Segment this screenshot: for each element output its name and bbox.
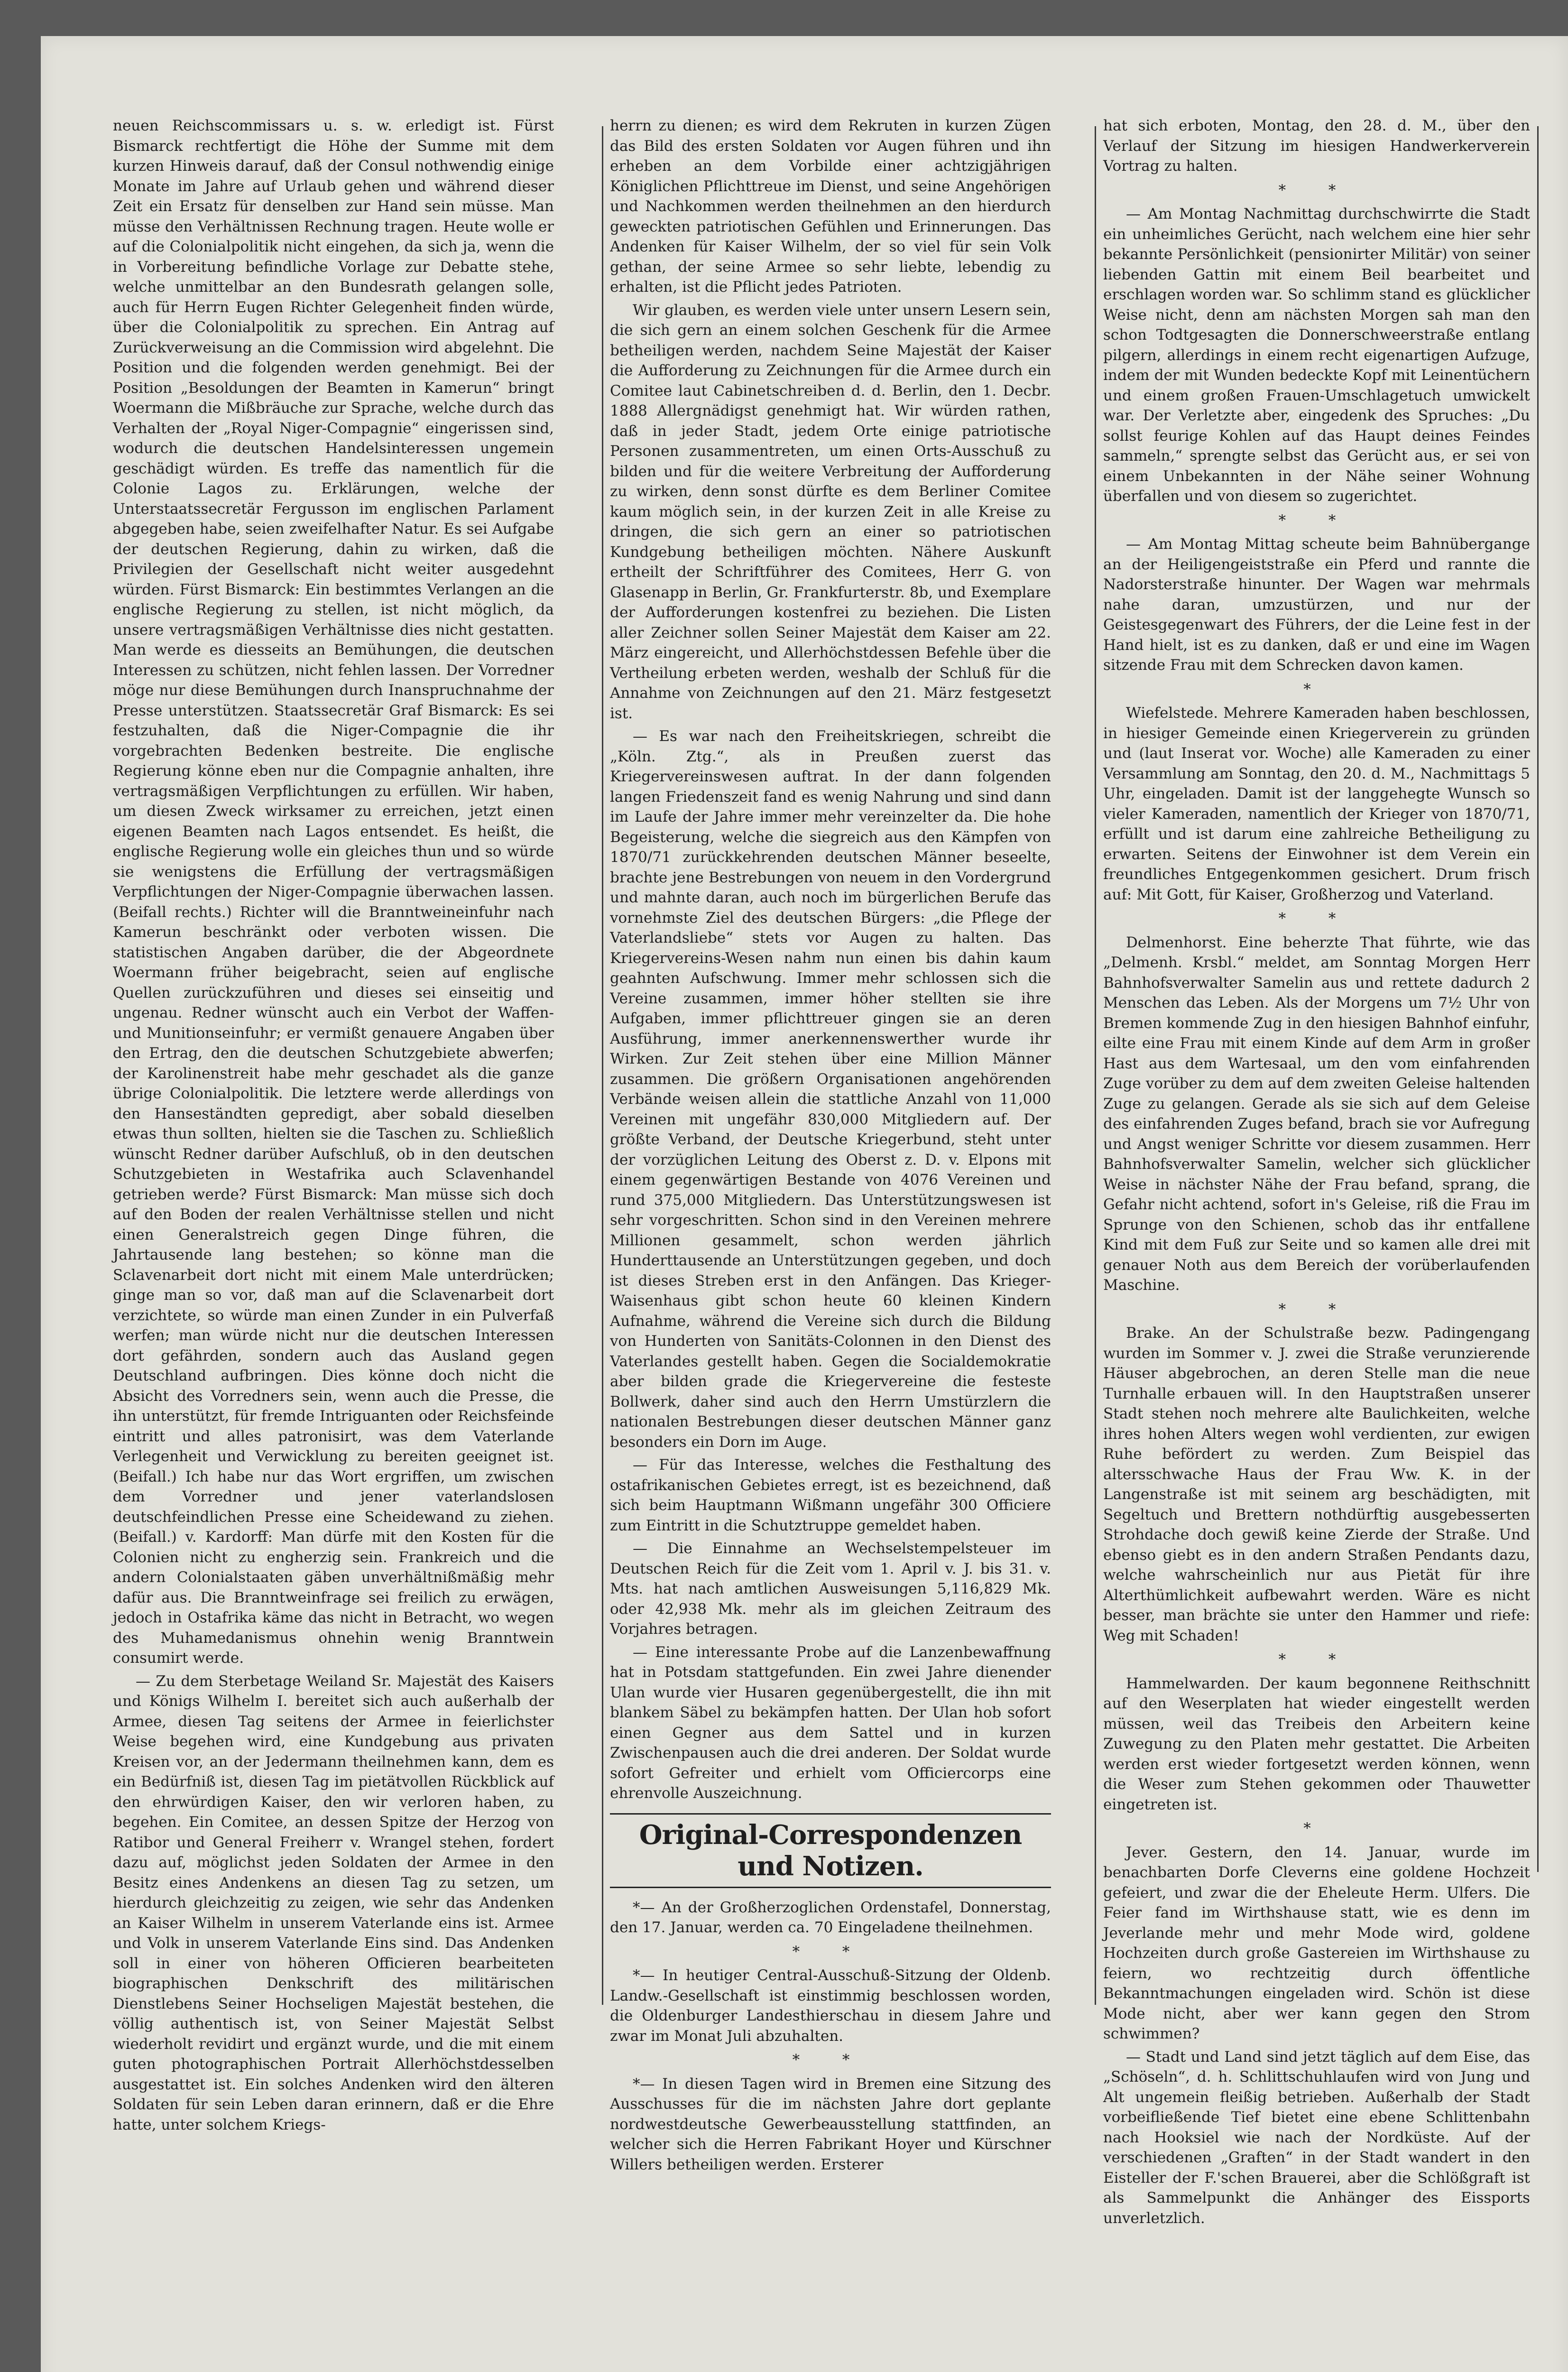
article-paragraph: herrn zu dienen; es wird dem Rekruten in kurzen Zügen das Bild des ersten Soldaten vor Augen führen und ihn erheben an dem Vorbilde einer achtzigjährigen Königlichen Pflichttreue im Dienst, und seine Angehörigen und Nachkommen werden theilnehmen an den hierdurch geweckten patriotischen Gefühlen und Erinnerungen. Das Andenken für Kaiser Wilhelm, der so viel für sein Volk gethan, der seine Armee so sehr liebte, lebendig zu erhalten, ist die Pflicht jedes Patrioten. [610,117,1051,296]
column-rule [1537,126,1539,1872]
article-paragraph: neuen Reichscommissars u. s. w. erledigt ist. Fürst Bismarck rechtfertigt die Höhe der Summe mit dem kurzen Hinweis darauf, daß der Consul nothwendig einige Monate im Jahre auf Urlaub gehen und während dieser Zeit ein Ersatz für denselben zur Hand sein müsse. Man müsse den Verhältnissen Rechnung tragen. Heute wolle er auf die Colonialpolitik nicht eingehen, da sich ja, wenn die in Vorbereitung befindliche Vorlage zur Debatte stehe, welche unmittelbar an den Bundesrath gelangen solle, auch für Herrn Eugen Richter Gelegenheit finden würde, über die Colonialpolitik zu sprechen. Ein Antrag auf Zurückverweisung an die Commission wird abgelehnt. Die Position und die folgenden werden genehmigt. Bei der Position „Besoldungen der Beamten in Kamerun“ bringt Woermann die Mißbräuche zur Sprache, welche durch das Verhalten der „Royal Niger-Compagnie“ eingerissen sind, wodurch die deutschen Handelsinteressen ungemein geschädigt würden. Es treffe das namentlich für die Colonie Lagos zu. Erklärungen, welche der Unterstaatssecretär Fergusson im englischen Parlament abgegeben habe, seien zweifelhafter Natur. Es sei Aufgabe der deutschen Regierung, dahin zu wirken, daß die Privilegien der Gesellschaft nicht weiter ausgedehnt würden. Fürst Bismarck: Ein bestimmtes Verlangen an die englische Regierung zu stellen, ist nicht möglich, da unsere vertragsmäßigen Verhältnisse dies nicht gestatten. Man werde es diesseits an Bemühungen, die deutschen Interessen zu schützen, nicht fehlen lassen. Der Vorredner möge nur diese Bemühungen durch Inanspruchnahme der Presse unterstützen. Staatssecretär Graf Bismarck: Es sei festzuhalten, daß die Niger-Compagnie die ihr vorgebrachten Bedenken bestreite. Die englische Regierung könne eben nur die Compagnie anhalten, ihre vertragsmäßigen Verpflichtungen zu erfüllen. Wir haben, um diesen Zweck wirksamer zu erreichen, jetzt einen eigenen Beamten nach Lagos entsendet. Es heißt, die englische Regierung wolle ein gleiches thun und so würde sie wenigstens die Erfüllung der vertragsmäßigen Verpflichtungen der Niger-Compagnie überwachen lassen. (Beifall rechts.) Richter will die Branntweineinfuhr nach Kamerun beschränkt oder verboten wissen. Die statistischen Angaben darüber, die der Abgeordnete Woermann früher beigebracht, seien auf englische Quellen zurückzuführen und dieses sei einseitig und ungenau. Redner wünscht auch ein Verbot der Waffen- und Munitionseinfuhr; er vermißt genauere Angaben über den Ertrag, den die deutschen Schutzgebiete abwerfen; der Karolinenstreit habe mehr geschadet als die ganze übrige Colonialpolitik. Die letztere werde allerdings von den Hanseständten gepredigt, aber sobald dieselben etwas thun sollten, hielten sie die Taschen zu. Schließlich wünscht Redner darüber Aufschluß, ob in den deutschen Schutzgebieten in Westafrika auch Sclavenhandel getrieben werde? Fürst Bismarck: Man müsse sich doch auf den Boden der realen Verhältnisse stellen und nicht einen Generalstreich gegen Dinge führen, die Jahrtausende lang bestehen; so könne man die Sclavenarbeit dort nicht mit einem Male unterdrücken; ginge man so vor, daß man auf die Sclavenarbeit dort verzichtete, so würde man einen Zunder in ein Pulverfaß werfen; man würde nicht nur die deutschen Interessen dort gefährden, sondern auch das Ausland gegen Deutschland aufbringen. Dies könne doch nicht die Absicht des Vorredners sein, wenn auch die Presse, die ihn unterstützt, für fremde Intriguanten oder Reichsfeinde eintritt und alles patronisirt, was dem Vaterlande Verlegenheit und Verwicklung zu bereiten geeignet ist. (Beifall.) Ich habe nur das Wort ergriffen, um zwischen dem Vorredner und jener vaterlandslosen deutschfeindlichen Presse eine Scheidewand zu ziehen. (Beifall.) v. Kardorff: Man dürfe mit den Kosten für die Colonien nicht zu engherzig sein. Frankreich und die andern Colonialstaaten gäben unverhältnißmäßig mehr dafür aus. Die Branntweinfrage sei freilich zu erwägen, jedoch in Ostafrika käme das nicht in Betracht, wo wegen des Muhamedanismus ohnehin wenig Branntwein consumirt werde. [113,117,554,1667]
notice-paragraph: *— An der Großherzoglichen Ordenstafel, Donnerstag, den 17. Januar, werden ca. 70 Eingeladene theilnehmen. [610,1899,1051,1936]
article-paragraph: — Die Einnahme an Wechselstempelsteuer im Deutschen Reich für die Zeit vom 1. April v. J. bis 31. v. Mts. hat nach amtlichen Ausweisungen 5,116,829 Mk. oder 42,938 Mk. mehr als im gleichen Zeitraum des Vorjahres betragen. [610,1540,1051,1638]
notice-paragraph: Jever. Gestern, den 14. Januar, wurde im benachbarten Dorfe Cleverns eine goldene Hochzeit gefeiert, und zwar die der Eheleute Herm. Ulfers. Die Feier fand im Wirthshause statt, wie es denn im Jeverlande mehr und mehr Mode wird, goldene Hochzeiten durch große Gastereien im Wirthshause zu feiern, wo rechtzeitig durch öffentliche Bekanntmachungen eingeladen wird. Schön ist diese Mode nicht, aber wer kann gegen den Strom schwimmen? [1103,1844,1530,2042]
notice-paragraph: Delmenhorst. Eine beherzte That führte, wie das „Delmenh. Krsbl.“ meldet, am Sonntag Morgen Herr Bahnhofsverwalter Samelin aus und rettete dadurch 2 Menschen das Leben. Als der Morgens um 7½ Uhr von Bremen kommende Zug in den hiesigen Bahnhof einfuhr, eilte eine Frau mit einem Kinde auf dem Arm in großer Hast aus dem Wartesaal, um den vom einfahrenden Zuge vorüber zu dem auf dem zweiten Geleise haltenden Zuge zu gelangen. Gerade als sie sich auf dem Geleise des einfahrenden Zuges befand, brach sie vor Aufregung und Angst weniger Schritte vor diesem zusammen. Herr Bahnhofsverwalter Samelin, welcher sich glücklicher Weise in nächster Nähe der Frau befand, sprang, die Gefahr nicht achtend, sofort in's Geleise, riß die Frau im Sprunge von den Schienen, schob das ihr entfallene Kind mit dem Fuß zur Seite und so kamen alle drei mit genauer Noth aus dem Bereich der vorüberlaufenden Maschine. [1103,934,1530,1294]
notice-paragraph: hat sich erboten, Montag, den 28. d. M., über den Verlauf der Sitzung im hiesigen Handwerkerverein Vortrag zu halten. [1103,117,1530,175]
separator-stars: * * [1278,1651,1355,1668]
notice-paragraph: — Am Montag Mittag scheute beim Bahnübergange an der Heiligengeiststraße ein Pferd und rannte die Nadorsterstraße hinunter. Der Wagen war mehrmals nahe daran, umzustürzen, und nur der Geistesgegenwart des Führers, der die Leine fest in der Hand hielt, ist es zu danken, daß er und eine im Wagen sitzende Frau mit dem Schrecken davon kamen. [1103,536,1530,674]
notice-paragraph: Brake. An der Schulstraße bezw. Padingengang wurden im Sommer v. J. zwei die Straße verunzierende Häuser abgebrochen, an deren Stelle man die neue Turnhalle erbauen will. In den Hauptstraßen unserer Stadt stehen noch mehrere alte Baulichkeiten, welche ihres hohen Alters wegen wohl verdienten, zur ewigen Ruhe befördert zu werden. Zum Beispiel das altersschwache Haus der Frau Ww. K. in der Langenstraße ist mit seinem arg beschädigten, mit Segeltuch und Brettern nothdürftig ausgebesserten Strohdache doch gewiß keine Zierde der Straße. Und ebenso giebt es in den andern Straßen Pendants dazu, welche wahrscheinlich nur aus Pietät für ihre Alterthümlichkeit aufbewahrt werden. Wäre es nicht besser, man brächte sie unter den Hammer und riefe: Weg mit Schaden! [1103,1325,1530,1644]
column-3 [1103,116,1530,2227]
notice-paragraph: *— In diesen Tagen wird in Bremen eine Sitzung des Ausschusses für die im nächsten Jahre dort geplante nordwestdeutsche Gewerbeausstellung stattfinden, an welcher sich die Herren Fabrikant Hoyer und Kürschner Willers betheiligen werden. Ersterer [610,2075,1051,2173]
section-heading: Original-Correspondenzen und Notizen. [610,1813,1051,1888]
column-rule [1095,126,1096,2005]
newspaper-page [41,36,1568,2372]
column-rule [602,126,603,2005]
separator-stars: * * [1278,511,1355,529]
separator-stars: * * [1278,910,1355,927]
separator-stars: * * [1278,1300,1355,1318]
separator-stars: * * [1278,181,1355,199]
separator-stars: * [1303,1820,1330,1837]
notice-paragraph: Hammelwarden. Der kaum begonnene Reithschnitt auf den Weserplaten hat wieder eingestellt werden müssen, weil das Treibeis den Arbeitern keine Zuwegung zu den Platen mehr gestattet. Die Arbeiten werden erst wieder fortgesetzt werden können, wenn die Weser zum Stehen gekommen oder Thauwetter eingetreten ist. [1103,1675,1530,1813]
article-paragraph: — Es war nach den Freiheitskriegen, schreibt die „Köln. Ztg.“, als in Preußen zuerst das Kriegervereinswesen auftrat. In der dann folgenden langen Friedenszeit fand es wenig Nahrung und sind dann im Laufe der Jahre immer mehr vereinzelter da. Die hohe Begeisterung, welche die siegreich aus den Kämpfen von 1870/71 zurückkehrenden deutschen Männer beseelte, brachte jene Bestrebungen von neuem in den Vordergrund und mahnte daran, auch noch im bürgerlichen Berufe das vornehmste Ziel des deutschen Bürgers: „die Pflege der Vaterlandsliebe“ stets vor Augen zu halten. Das Kriegervereins-Wesen nahm nun einen bis dahin kaum geahnten Aufschwung. Immer mehr schlossen sich die Vereine zusammen, immer höher stellten sie ihre Aufgaben, immer pflichttreuer gingen sie an deren Ausführung, immer anerkennenswerther wurde ihr Wirken. Zur Zeit stehen über eine Million Männer zusammen. Die größern Organisationen angehörenden Verbände weisen allein die stattliche Anzahl von 11,000 Vereinen mit ungefähr 830,000 Mitgliedern auf. Der größte Verband, der Deutsche Kriegerbund, steht unter der vorzüglichen Leitung des Oberst z. D. v. Elpons mit einem gegenwärtigen Bestande von 4076 Vereinen und rund 375,000 Mitgliedern. Das Unterstützungswesen ist sehr vorgeschritten. Schon sind in den Vereinen mehrere Millionen gesammelt, schon werden jährlich Hunderttausende an Unterstützungen gegeben, und doch ist dieses Streben erst in den Anfängen. Das Krieger-Waisenhaus gibt schon heute 60 kleinen Kindern Aufnahme, während die Vereine sich durch die Bildung von Hunderten von Sanitäts-Colonnen in den Dienst des Vaterlandes gestellt haben. Gegen die Socialdemokratie aber bilden grade die Kriegervereine die festeste Bollwerk, daher sind auch den Herrn Umstürzlern die nationalen Bestrebungen dieser deutschen Männer ganz besonders ein Dorn im Auge. [610,728,1051,1451]
article-paragraph: Wir glauben, es werden viele unter unsern Lesern sein, die sich gern an einem solchen Geschenk für die Armee betheiligen werden, nachdem Seine Majestät der Kaiser die Aufforderung zu Zeichnungen für die Armee durch ein Comitee laut Cabinetschreiben d. d. Berlin, den 1. Decbr. 1888 Allergnädigst genehmigt hat. Wir würden rathen, daß in jeder Stadt, jedem Orte einige patriotische Personen zusammentreten, um einen Orts-Ausschuß zu bilden und für die weitere Verbreitung der Aufforderung zu wirken, denn sonst dürfte es dem Berliner Comitee kaum möglich sein, in der kurzen Zeit in alle Kreise zu dringen, die sich gern an einer so patriotischen Kundgebung betheiligen möchten. Nähere Auskunft ertheilt der Schriftführer des Comitees, Herr G. von Glasenapp in Berlin, Gr. Frankfurterstr. 8b, und Exemplare der Aufforderungen kostenfrei zu beziehen. Die Listen aller Zeichner sollen Seiner Majestät dem Kaiser am 22. März eingereicht, und Allerhöchstdessen Befehle über die Vertheilung erbeten werden, weshalb der Schluß für die Annahme von Zeichnungen auf den 21. März festgesetzt ist. [610,301,1051,722]
article-paragraph: — Eine interessante Probe auf die Lanzenbewaffnung hat in Potsdam stattgefunden. Ein zwei Jahre dienender Ulan wurde vier Husaren gegenübergestellt, die ihn mit blankem Säbel zu bekämpfen hatten. Der Ulan hob sofort einen Gegner aus dem Sattel und in kurzen Zwischenpausen auch die drei anderen. Der Soldat wurde sofort Gefreiter und erhielt vom Officiercorps eine ehrenvolle Auszeichnung. [610,1643,1051,1802]
separator-stars: * * [792,2051,869,2068]
article-paragraph: — Für das Interesse, welches die Festhaltung des ostafrikanischen Gebietes erregt, ist es bezeichnend, daß sich beim Hauptmann Wißmann ungefähr 300 Officiere zum Eintritt in die Schutztruppe gemeldet haben. [610,1456,1051,1534]
notice-paragraph: — Am Montag Nachmittag durchschwirrte die Stadt ein unheimliches Gerücht, nach welchem eine hier sehr bekannte Persönlichkeit (pensionirter Militär) von seiner liebenden Gattin mit einem Beil bearbeitet und erschlagen worden war. So schlimm stand es glücklicher Weise nicht, denn am nächsten Morgen sah man den schon Todtgesagten die Donnerschweerstraße entlang pilgern, allerdings in einem recht eigenartigen Aufzuge, indem der mit Wunden bedeckte Kopf mit Leinentüchern und einem großen Frauen-Umschlagetuch umwickelt war. Der Verletzte aber, eingedenk des Spruches: „Du sollst feurige Kohlen auf das Haupt deines Feindes sammeln,“ sprengte selbst das Gerücht aus, er sei von einem Unbekannten in der Nähe seiner Wohnung überfallen und von diesem so zugerichtet. [1103,205,1530,505]
notice-paragraph: *— In heutiger Central-Ausschuß-Sitzung der Oldenb. Landw.-Gesellschaft ist einstimmig beschlossen worden, die Oldenburger Landesthierschau in diesem Jahre und zwar im Monat Juli abzuhalten. [610,1967,1051,2045]
column-2 [610,116,1051,2173]
notice-paragraph: Wiefelstede. Mehrere Kameraden haben beschlossen, in hiesiger Gemeinde einen Kriegerverein zu gründen und (laut Inserat vor. Woche) alle Kameraden zu einer Versammlung am Sonntag, den 20. d. M., Nachmittags 5 Uhr, eingeladen. Damit ist der langgehegte Wunsch so vieler Kameraden, namentlich der Krieger von 1870/71, erfüllt und ist darum eine zahlreiche Betheiligung zu erwarten. Seitens der Einwohner ist dem Verein ein freundliches Entgegenkommen gesichert. Drum frisch auf: Mit Gott, für Kaiser, Großherzog und Vaterland. [1103,704,1530,903]
article-paragraph: — Zu dem Sterbetage Weiland Sr. Majestät des Kaisers und Königs Wilhelm I. bereitet sich auch außerhalb der Armee, diesen Tag seitens der Armee in feierlichster Weise begehen wird, eine Kundgebung aus privaten Kreisen vor, an der Jedermann theilnehmen kann, dem es ein Bedürfniß ist, diesen Tag im pietätvollen Rückblick auf den ehrwürdigen Kaiser, den wir verloren haben, zu begehen. Ein Comitee, an dessen Spitze der Herzog von Ratibor und General Freiherr v. Wrangel stehen, fordert dazu auf, möglichst jeden Soldaten der Armee in den Besitz eines Andenkens an diesen Tag zu setzen, um hierdurch gleichzeitig zu zeigen, wie sehr das Andenken an Kaiser Wilhelm in unserem Vaterlande eins ist. Armee und Volk in unserem Vaterlande Eins sind. Das Andenken soll in einer von höheren Officieren bearbeiteten biographischen Denkschrift des militärischen Dienstlebens Seiner Hochseligen Majestät bestehen, die völlig authentisch ist, von Seiner Majestät Selbst wiederholt revidirt und ergänzt wurde, und die mit einem guten photographischen Portrait Allerhöchstdesselben ausgestattet ist. Ein solches Andenken wird den älteren Soldaten für sein Leben daran erinnern, daß er die Ehre hatte, unter solchem Kriegs- [113,1672,554,2133]
separator-stars: * * [792,1943,869,1960]
notice-paragraph: — Stadt und Land sind jetzt täglich auf dem Eise, das „Schöseln“, d. h. Schlittschuhlaufen wird von Jung und Alt ungemein fleißig betrieben. Außerhalb der Stadt vorbeifließende Tief bietet eine ebene Schlittenbahn nach Hooksiel wie nach der Nordküste. Auf der verschiedenen „Graften“ in der Stadt wandert in den Eisteller der F.'schen Brauerei, aber die Schlößgraft ist als Sammelpunkt die Anhänger des Eissports unverletzlich. [1103,2048,1530,2227]
column-1 [113,116,554,2156]
separator-stars: * [1303,680,1330,698]
